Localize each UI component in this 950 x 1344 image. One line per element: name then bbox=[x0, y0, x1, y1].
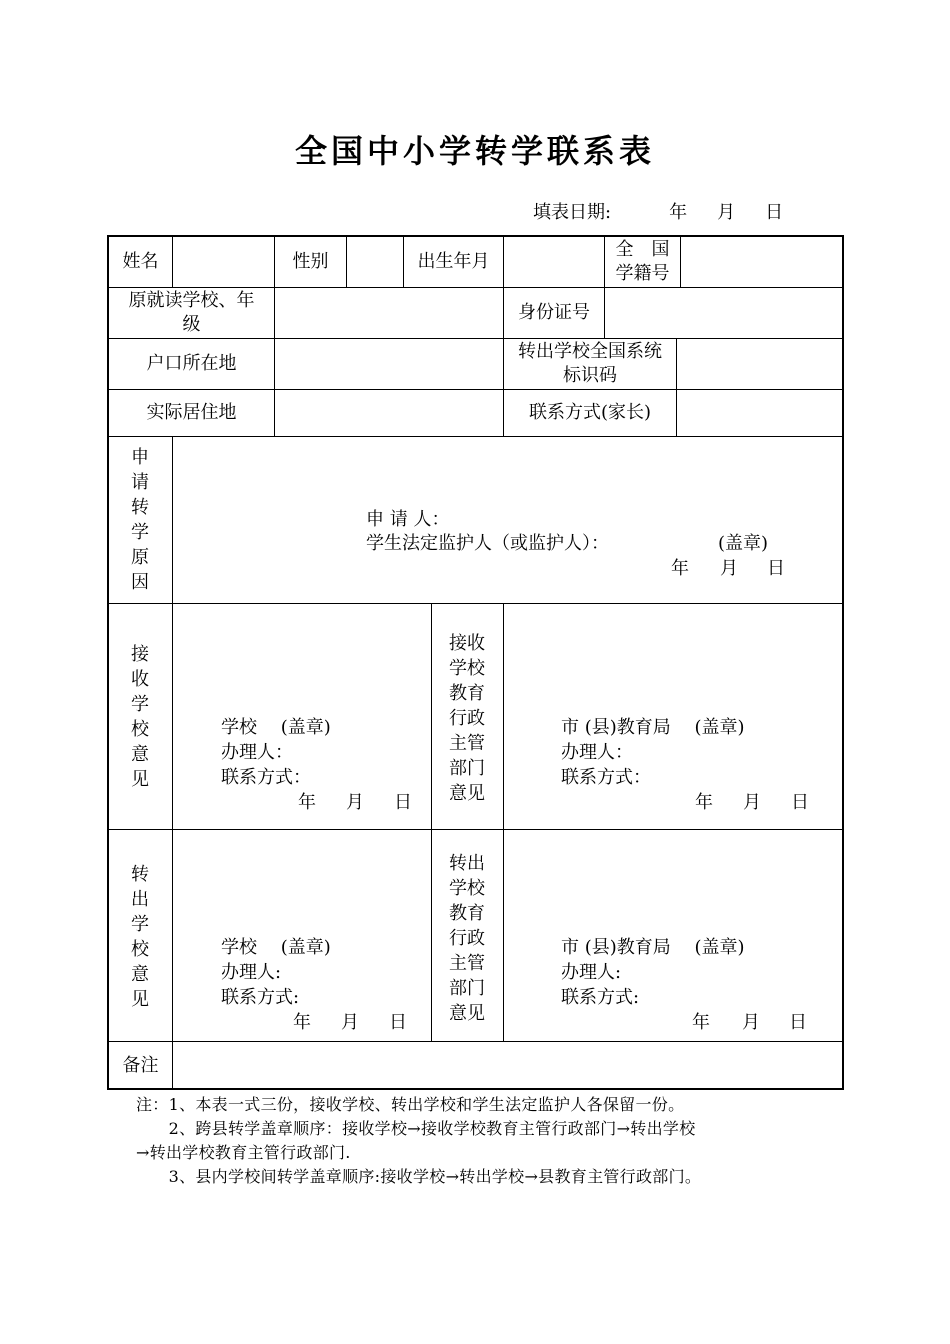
note-3: 3、县内学校间转学盖章顺序:接收学校→转出学校→县教育主管行政部门。 bbox=[136, 1167, 702, 1186]
school-grade-field[interactable] bbox=[275, 288, 503, 338]
id-card-label: 身份证号 bbox=[518, 302, 590, 323]
contact-label: 联系方式(家长) bbox=[528, 402, 652, 423]
row-divider bbox=[107, 829, 844, 830]
receive-school-day: 日 bbox=[394, 792, 412, 813]
out-admin-bureau: 市 (县)教育局 (盖章) bbox=[561, 937, 745, 958]
fill-date-year[interactable]: 年 bbox=[669, 202, 688, 223]
guardian-line[interactable]: 学生法定监护人（或监护人）： bbox=[366, 533, 609, 554]
national-id-field[interactable] bbox=[681, 237, 842, 287]
national-id-label-line1: 全 国 bbox=[615, 239, 670, 260]
national-id-label-line2: 学籍号 bbox=[615, 263, 670, 284]
school-grade-label bbox=[109, 289, 274, 337]
out-school-contact[interactable]: 联系方式: bbox=[221, 987, 300, 1008]
receive-admin-year: 年 bbox=[695, 792, 713, 813]
reason-label: 申 请 转 学 原 因 bbox=[131, 447, 149, 593]
out-school-label: 转 出 学 校 意 见 bbox=[131, 864, 149, 1010]
school-grade-label-line1: 原就读学校、年 bbox=[128, 290, 255, 311]
out-school-month: 月 bbox=[341, 1012, 359, 1033]
receive-admin-handler[interactable]: 办理人： bbox=[561, 742, 633, 763]
receive-school-handler[interactable]: 办理人： bbox=[221, 742, 293, 763]
fill-date-label: 填表日期: bbox=[533, 202, 612, 223]
name-label: 姓名 bbox=[122, 251, 159, 272]
out-admin-contact[interactable]: 联系方式: bbox=[561, 987, 640, 1008]
col-divider bbox=[503, 603, 504, 1042]
receive-admin-month: 月 bbox=[743, 792, 761, 813]
sys-code-label-line1: 转出学校全国系统 bbox=[518, 341, 662, 362]
out-school-seal: 学校 (盖章) bbox=[221, 937, 331, 958]
reason-month: 月 bbox=[720, 558, 738, 579]
note-1: 注：1、本表一式三份，接收学校、转出学校和学生法定监护人各保留一份。 bbox=[136, 1095, 685, 1114]
fill-date-month[interactable]: 月 bbox=[717, 202, 736, 223]
receive-school-contact[interactable]: 联系方式： bbox=[221, 767, 311, 788]
remarks-field[interactable] bbox=[173, 1042, 842, 1088]
name-field[interactable] bbox=[173, 237, 274, 287]
birth-label: 出生年月 bbox=[417, 251, 490, 272]
fill-date bbox=[533, 198, 783, 224]
applicant-line[interactable]: 申 请 人： bbox=[366, 509, 450, 530]
reason-seal: (盖章) bbox=[718, 533, 769, 554]
table-border-right bbox=[842, 235, 844, 1090]
row-divider bbox=[107, 436, 844, 437]
sys-code-field[interactable] bbox=[677, 339, 842, 389]
hukou-label: 户口所在地 bbox=[146, 353, 237, 374]
row-divider bbox=[107, 603, 844, 604]
col-divider bbox=[431, 603, 432, 1042]
receive-admin-contact[interactable]: 联系方式： bbox=[561, 767, 651, 788]
out-admin-month: 月 bbox=[742, 1012, 760, 1033]
out-school-handler[interactable]: 办理人: bbox=[221, 962, 282, 983]
hukou-field[interactable] bbox=[275, 339, 503, 389]
out-admin-day: 日 bbox=[789, 1012, 807, 1033]
out-admin-year: 年 bbox=[692, 1012, 710, 1033]
gender-field[interactable] bbox=[347, 237, 403, 287]
out-admin-label: 转出 学校 教育 行政 主管 部门 意见 bbox=[449, 853, 485, 1024]
fill-date-day[interactable]: 日 bbox=[765, 202, 784, 223]
contact-field[interactable] bbox=[677, 390, 842, 436]
receive-admin-label: 接收 学校 教育 行政 主管 部门 意见 bbox=[449, 633, 485, 804]
national-id-label bbox=[605, 238, 680, 286]
receive-admin-bureau: 市 (县)教育局 (盖章) bbox=[561, 717, 745, 738]
out-school-year: 年 bbox=[293, 1012, 311, 1033]
reason-year: 年 bbox=[671, 558, 689, 579]
reason-day: 日 bbox=[767, 558, 785, 579]
residence-label: 实际居住地 bbox=[146, 402, 237, 423]
receive-school-seal: 学校 (盖章) bbox=[221, 717, 331, 738]
receive-school-label: 接 收 学 校 意 见 bbox=[131, 644, 149, 790]
sys-code-label bbox=[504, 340, 676, 388]
notes bbox=[136, 1093, 701, 1189]
residence-field[interactable] bbox=[275, 390, 503, 436]
table-border-bottom bbox=[107, 1088, 844, 1090]
gender-label: 性别 bbox=[292, 251, 329, 272]
col-divider bbox=[172, 436, 173, 1089]
receive-school-month: 月 bbox=[346, 792, 364, 813]
sys-code-label-line2: 标识码 bbox=[563, 365, 617, 386]
school-grade-label-line2: 级 bbox=[182, 314, 201, 335]
note-2-cont: →转出学校教育主管行政部门. bbox=[136, 1143, 351, 1162]
receive-admin-day: 日 bbox=[791, 792, 809, 813]
note-2: 2、跨县转学盖章顺序：接收学校→接收学校教育主管行政部门→转出学校 bbox=[136, 1119, 696, 1138]
form-title: 全国中小学转学联系表 bbox=[294, 132, 655, 170]
remarks-label: 备注 bbox=[122, 1055, 159, 1076]
out-school-day: 日 bbox=[389, 1012, 407, 1033]
id-card-field[interactable] bbox=[605, 288, 842, 338]
receive-school-year: 年 bbox=[298, 792, 316, 813]
out-admin-handler[interactable]: 办理人: bbox=[561, 962, 622, 983]
birth-field[interactable] bbox=[504, 237, 604, 287]
